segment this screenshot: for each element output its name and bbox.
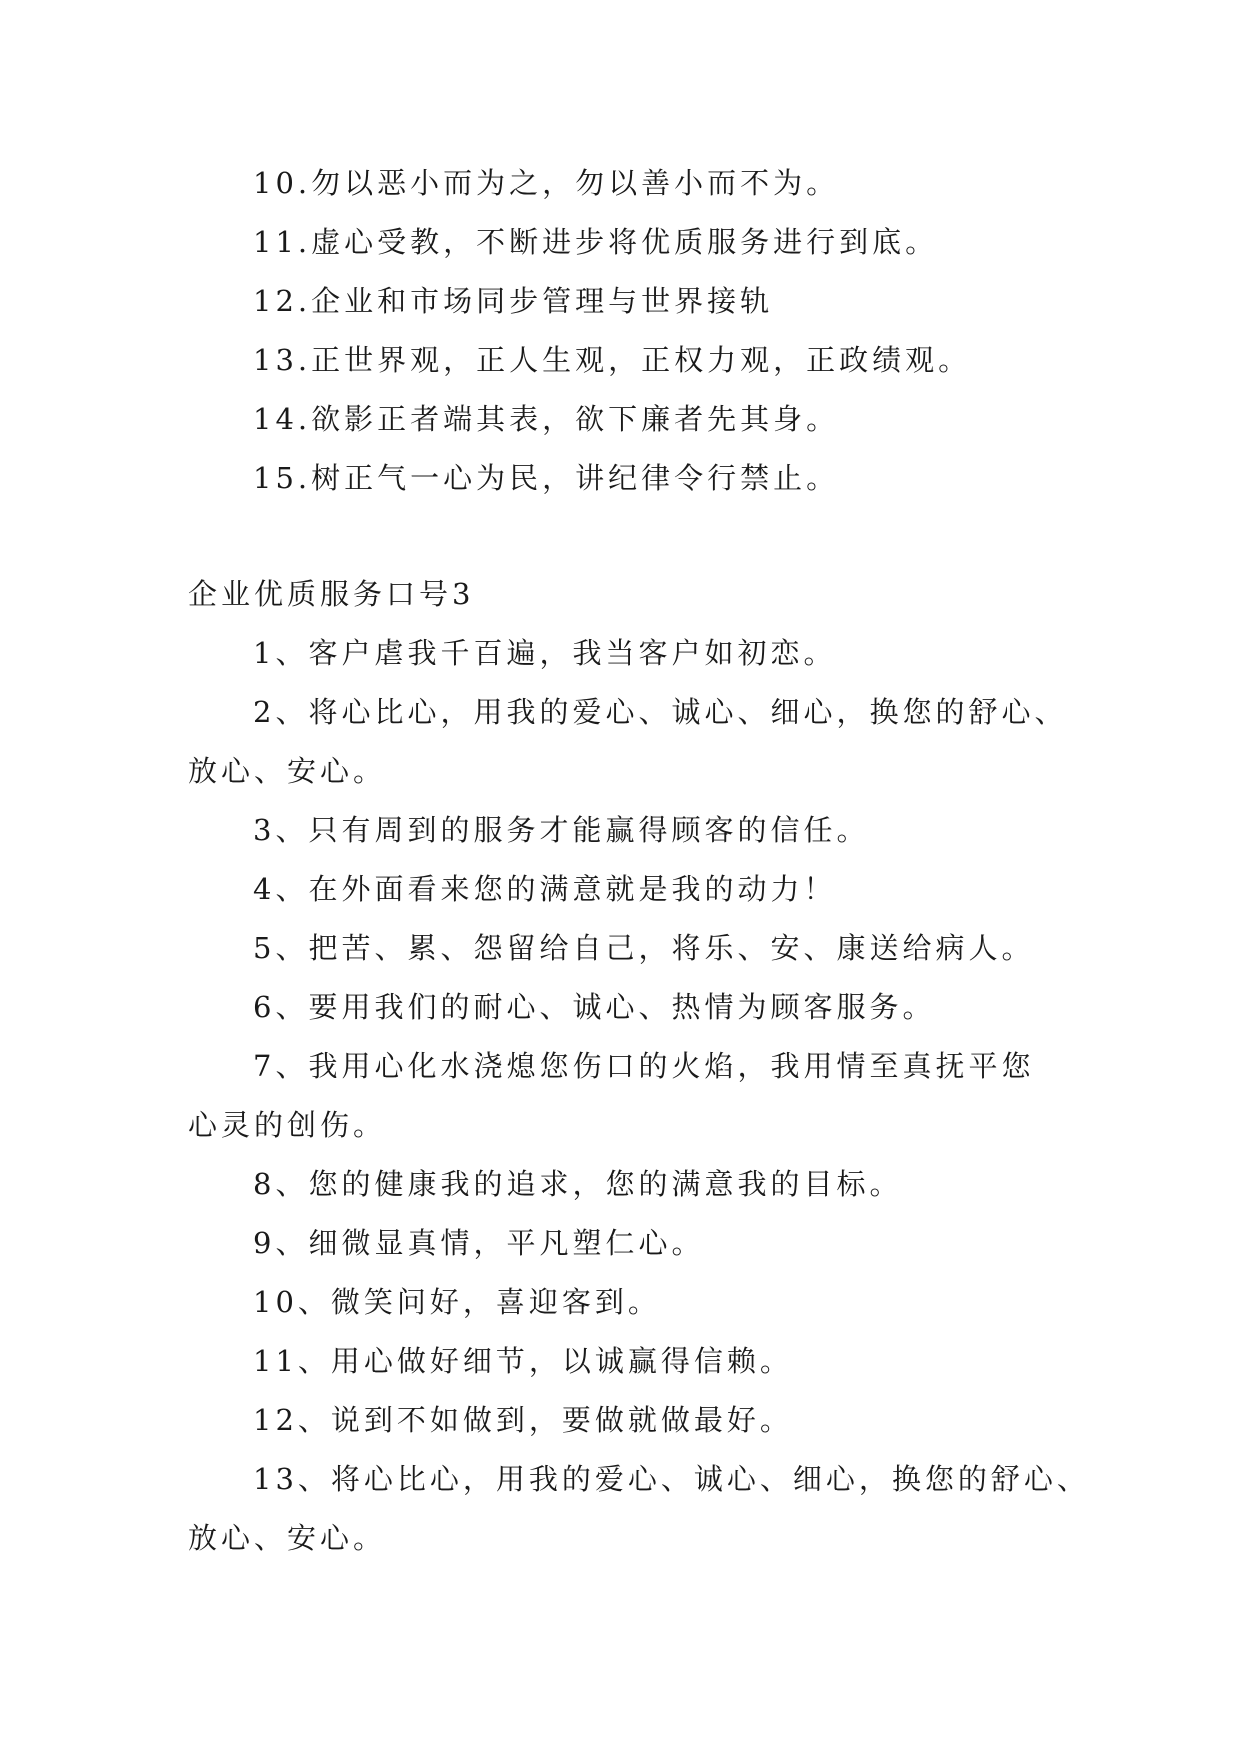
list-item: 3、只有周到的服务才能赢得顾客的信任。	[253, 813, 870, 847]
list-item: 13、将心比心，用我的爱心、诚心、细心，换您的舒心、	[253, 1462, 1090, 1496]
list-item: 6、要用我们的耐心、诚心、热情为顾客服务。	[253, 990, 936, 1024]
list-item: 11、用心做好细节，以诚赢得信赖。	[253, 1344, 793, 1378]
list-item-continuation: 放心、安心。	[188, 754, 387, 788]
list-item: 10、微笑问好，喜迎客到。	[253, 1285, 661, 1319]
list-item: 9、细微显真情，平凡塑仁心。	[253, 1226, 705, 1260]
list-item: 5、把苦、累、怨留给自己，将乐、安、康送给病人。	[253, 931, 1035, 965]
list-item-continuation: 心灵的创伤。	[188, 1108, 387, 1142]
list-item: 4、在外面看来您的满意就是我的动力！	[253, 872, 837, 906]
list-item: 13.正世界观，正人生观，正权力观，正政绩观。	[253, 343, 972, 377]
list-item-continuation: 放心、安心。	[188, 1521, 387, 1555]
list-item: 2、将心比心，用我的爱心、诚心、细心，换您的舒心、	[253, 695, 1068, 729]
list-item: 11.虚心受教，不断进步将优质服务进行到底。	[253, 225, 939, 259]
list-item: 15.树正气一心为民，讲纪律令行禁止。	[253, 461, 840, 495]
list-item: 10.勿以恶小而为之，勿以善小而不为。	[253, 166, 840, 200]
list-item: 12、说到不如做到，要做就做最好。	[253, 1403, 793, 1437]
section-heading: 企业优质服务口号3	[188, 577, 475, 611]
list-item: 8、您的健康我的追求，您的满意我的目标。	[253, 1167, 903, 1201]
list-item: 14.欲影正者端其表，欲下廉者先其身。	[253, 402, 840, 436]
list-item: 7、我用心化水浇熄您伤口的火焰，我用情至真抚平您	[253, 1049, 1035, 1083]
list-item: 1、客户虐我千百遍，我当客户如初恋。	[253, 636, 837, 670]
list-item: 12.企业和市场同步管理与世界接轨	[253, 284, 774, 318]
